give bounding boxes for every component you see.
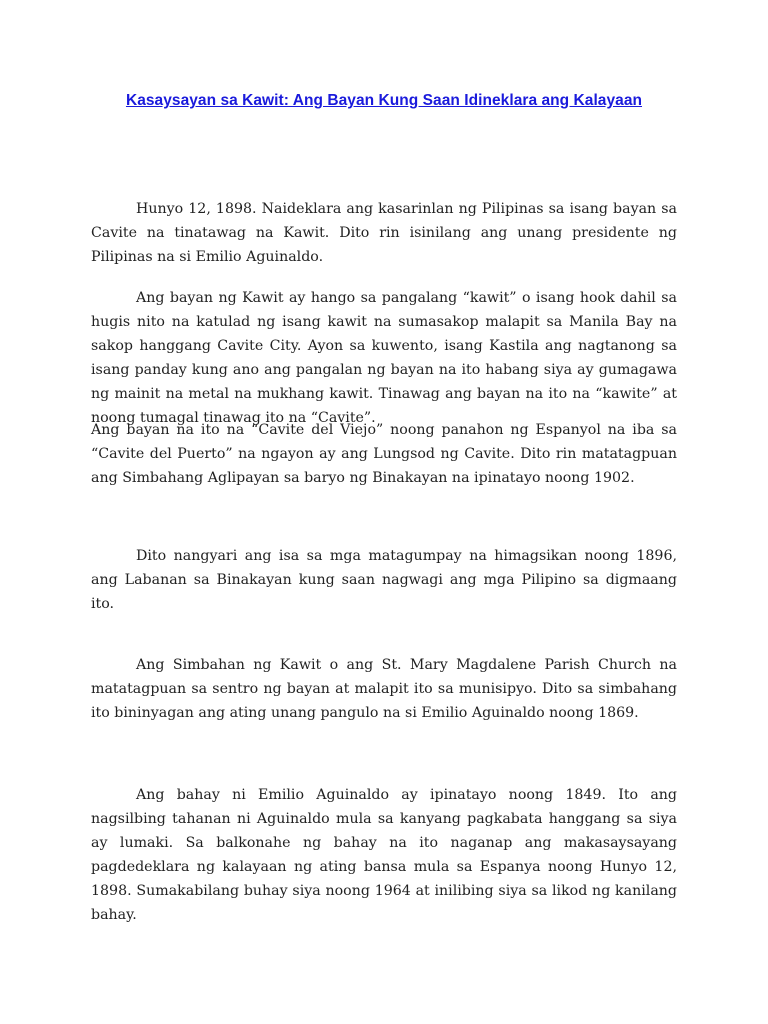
paragraph-1: Hunyo 12, 1898. Naideklara ang kasarinlan ng Pilipinas sa isang bayan sa Cavite na tinatawag na Kawit. Dito rin isinilang ang unang presidente ng Pilipinas na si Emilio Aguinaldo. — [91, 201, 677, 265]
paragraph-4: Dito nangyari ang isa sa mga matagumpay na himagsikan noong 1896, ang Labanan sa Binakayan kung saan nagwagi ang mga Pilipino sa digmaang ito. — [91, 548, 677, 612]
document-title: Kasaysayan sa Kawit: Ang Bayan Kung Saan Idineklara ang Kalayaan — [125, 92, 643, 109]
paragraph-6: Ang bahay ni Emilio Aguinaldo ay ipinatayo noong 1849. Ito ang nagsilbing tahanan ni Aguinaldo mula sa kanyang pagkabata hanggang sa siya ay lumaki. Sa balkonahe ng bahay na ito naganap ang makasaysayang pagdedeklara ng kalayaan ng ating bansa mula sa Espanya noong Hunyo 12, 1898. Sumakabilang buhay siya noong 1964 at inilibing siya sa likod ng kanilang bahay. — [91, 787, 677, 923]
paragraph-2: Ang bayan ng Kawit ay hango sa pangalang “kawit” o isang hook dahil sa hugis nito na katulad ng isang kawit na sumasakop malapit sa Manila Bay na sakop hanggang Cavite City. Ayon sa kuwento, isang Kastila ang nagtanong sa isang panday kung ano ang pangalan ng bayan na ito habang siya ay gumagawa ng mainit na metal na mukhang kawit. Tinawag ang bayan na ito na “kawite” at noong tumagal tinawag ito na “Cavite”. — [91, 290, 677, 426]
paragraph-5: Ang Simbahan ng Kawit o ang St. Mary Magdalene Parish Church na matatagpuan sa sentro ng bayan at malapit ito sa munisipyo. Dito sa simbahang ito bininyagan ang ating unang pangulo na si Emilio Aguinaldo noong 1869. — [91, 657, 677, 721]
paragraph-3: Ang bayan na ito na “Cavite del Viejo” noong panahon ng Espanyol na iba sa “Cavite del Puerto” na ngayon ay ang Lungsod ng Cavite. Dito rin matatagpuan ang Simbahang Aglipayan sa baryo ng Binakayan na ipinatayo noong 1902. — [91, 422, 677, 486]
